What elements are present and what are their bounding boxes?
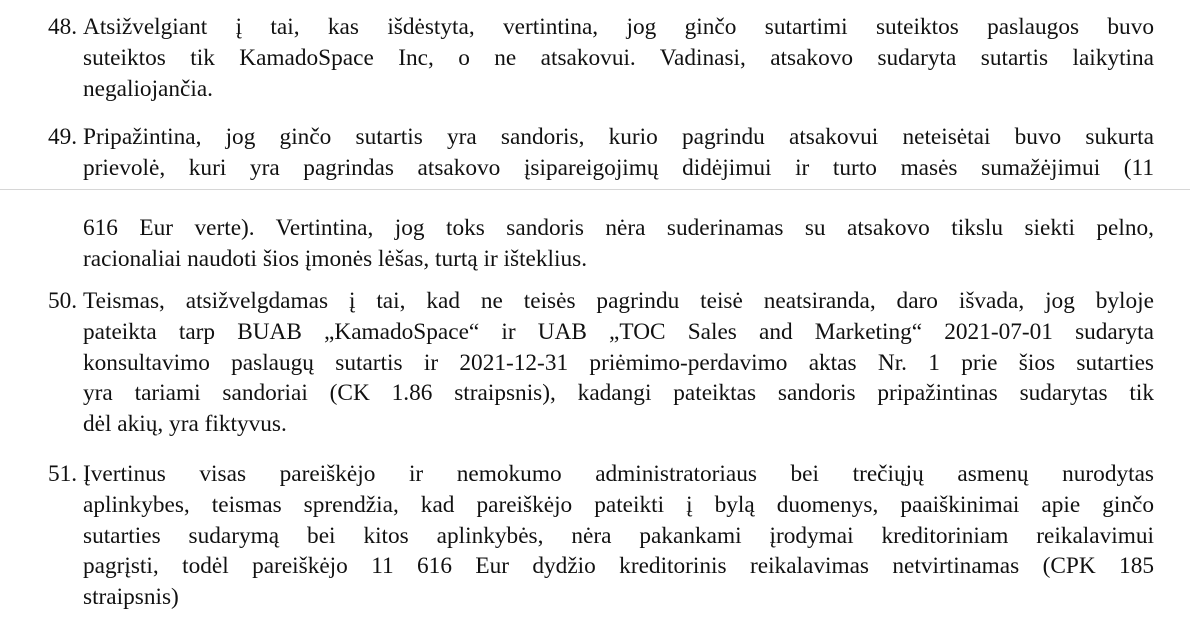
paragraph-51 bbox=[48, 459, 1154, 613]
paragraph-number: 49. bbox=[48, 124, 78, 150]
paragraph-line: prievolė, kuri yra pagrindas atsakovo įsipareigojimų didėjimui ir turto masės sumažėjimui (11 bbox=[83, 154, 1154, 181]
paragraph-line: Įvertinus visas pareiškėjo ir nemokumo administratoriaus bei trečiųjų asmenų nurodytas bbox=[83, 461, 1154, 487]
paragraph-line: 616 Eur verte). Vertintina, jog toks sandoris nėra suderinamas su atsakovo tikslu siekti pelno, bbox=[83, 215, 1154, 241]
paragraph-number: 51. bbox=[48, 461, 78, 487]
paragraph-line: negaliojančia. bbox=[83, 75, 214, 102]
paragraph-line: dėl akių, yra fiktyvus. bbox=[83, 411, 287, 438]
paragraph-line: Pripažintina, jog ginčo sutartis yra sandoris, kurio pagrindu atsakovui neteisėtai buvo sukurta bbox=[83, 124, 1154, 150]
paragraph-49 bbox=[48, 122, 1154, 184]
paragraph-49-continued bbox=[48, 213, 1154, 275]
paragraph-line: suteiktos tik KamadoSpace Inc, o ne atsakovui. Vadinasi, atsakovo sudaryta sutartis laikytina bbox=[83, 44, 1154, 71]
paragraph-number: 48. bbox=[48, 14, 78, 40]
paragraph-line: pagrįsti, todėl pareiškėjo 11 616 Eur dydžio kreditorinis reikalavimas netvirtinamas (CPK 185 bbox=[83, 553, 1154, 580]
paragraph-line: Atsižvelgiant į tai, kas išdėstyta, vertintina, jog ginčo sutartimi suteiktos paslaugos buvo bbox=[83, 14, 1154, 40]
paragraph-50 bbox=[48, 286, 1154, 440]
paragraph-line: Teismas, atsižvelgdamas į tai, kad ne teisės pagrindu teisė neatsiranda, daro išvada, jog byloje bbox=[83, 288, 1154, 314]
paragraph-line: yra tariami sandoriai (CK 1.86 straipsnis), kadangi pateiktas sandoris pripažintinas sudarytas tik bbox=[83, 380, 1154, 407]
paragraph-line: aplinkybes, teismas sprendžia, kad pareiškėjo pateikti į bylą duomenys, paaiškinimai apie ginčo bbox=[83, 491, 1154, 518]
paragraph-48 bbox=[48, 12, 1154, 104]
paragraph-line: konsultavimo paslaugų sutartis ir 2021-12-31 priėmimo-perdavimo aktas Nr. 1 prie šios sutarties bbox=[83, 349, 1154, 376]
paragraph-line: straipsnis) bbox=[83, 584, 179, 611]
paragraph-line: sutarties sudarymą bei kitos aplinkybės, nėra pakankami įrodymai kreditoriniam reikalavimui bbox=[83, 522, 1154, 549]
page-break-divider bbox=[0, 189, 1190, 190]
paragraph-line: racionaliai naudoti šios įmonės lėšas, turtą ir išteklius. bbox=[83, 245, 588, 272]
paragraph-number: 50. bbox=[48, 288, 78, 314]
paragraph-line: pateikta tarp BUAB „KamadoSpace“ ir UAB „TOC Sales and Marketing“ 2021-07-01 sudaryta bbox=[83, 318, 1154, 345]
